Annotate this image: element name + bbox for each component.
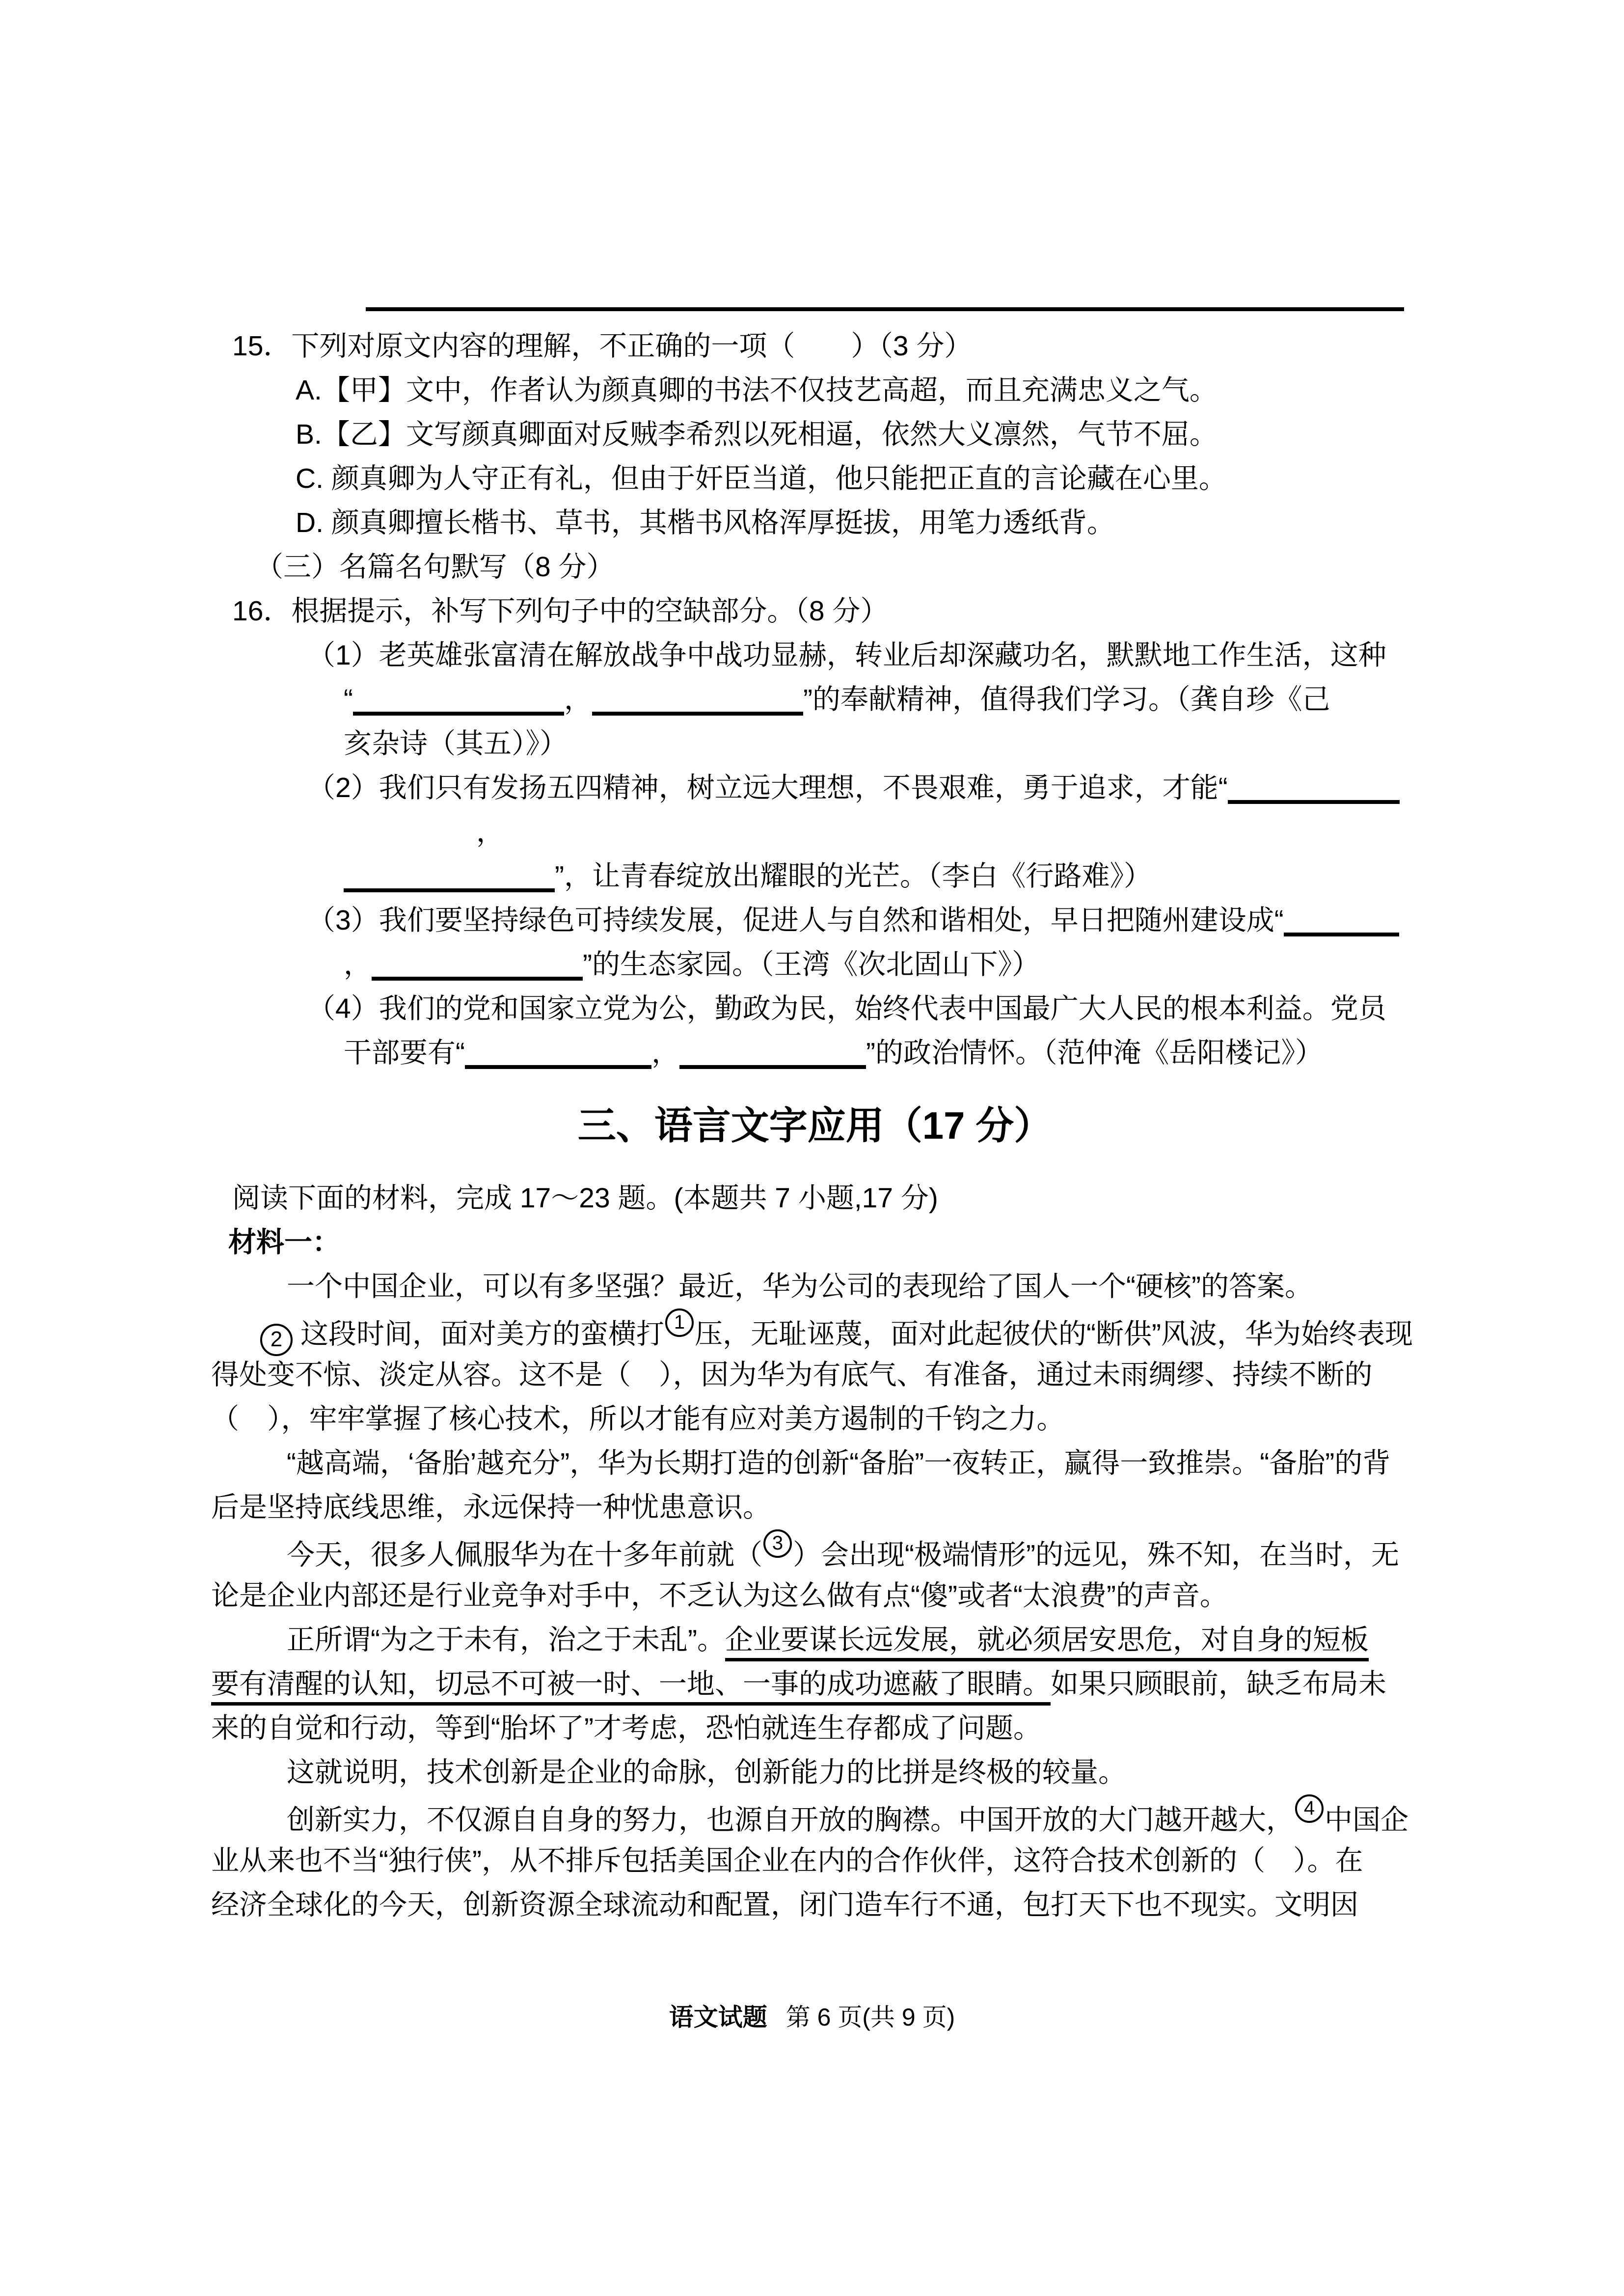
question-15-option-b	[296, 412, 1419, 456]
paragraph-text: 这段时间，面对美方的蛮横打	[300, 1318, 664, 1350]
page-content	[211, 324, 1419, 1927]
paragraph-text: 中国企	[1325, 1804, 1408, 1836]
q16-item4-line1-text: （4）我们的党和国家立党为公，勤政为民，始终代表中国最广大人民的根本利益。党员	[307, 993, 1386, 1024]
q16-item3-line2-text: ”的生态家园。（王湾《次北固山下》）	[583, 949, 1040, 980]
circled-4-marker: 4	[1295, 1794, 1324, 1823]
underlined-sentence-part: 要有清醒的认知，切忌不可被一时、一地、一事的成功遮蔽了眼睛。	[211, 1668, 1051, 1700]
answer-blank-underline	[679, 1043, 866, 1069]
paragraph-text: （ ），牢牢掌握了核心技术，所以才能有应对美方遏制的千钧之力。	[211, 1403, 1065, 1435]
reading-instruction-text: 阅读下面的材料，完成 17～23 题。(本题共 7 小题,17 分)	[232, 1182, 938, 1214]
material-paragraph-2-line3	[211, 1397, 1419, 1441]
paragraph-text: 论是企业内部还是行业竞争对手中，不乏认为这么做有点“傻”或者“太浪费”的声音。	[211, 1580, 1228, 1611]
material-paragraph-1	[287, 1264, 1419, 1308]
question-15-option-a	[296, 368, 1419, 412]
q16-item3-line1-text: （3）我们要坚持绿色可持续发展，促进人与自然和谐相处，早日把随州建设成“	[307, 905, 1284, 936]
material-paragraph-7-line1	[287, 1794, 1419, 1839]
paragraph-text: 得处变不惊、淡定从容。这不是（ ），因为华为有底气、有准备，通过未雨绸缪、持续不断的	[211, 1359, 1373, 1390]
option-b-text: B.【乙】文写颜真卿面对反贼李希烈以死相逼，依然大义凛然，气节不屈。	[296, 419, 1218, 450]
q16-item1-line3	[344, 721, 1419, 766]
page-footer	[0, 1995, 1624, 2039]
answer-blank-underline	[344, 867, 555, 892]
material-paragraph-6	[287, 1750, 1419, 1794]
q16-item3-line1	[307, 898, 1419, 942]
material-paragraph-7-line3	[211, 1883, 1419, 1927]
material-paragraph-5-line1	[287, 1618, 1419, 1662]
material-paragraph-2-line2	[211, 1353, 1419, 1397]
paragraph-text: 如果只顾眼前，缺乏布局未	[1051, 1668, 1386, 1700]
answer-blank-underline	[1284, 911, 1399, 936]
question-15-option-c	[296, 456, 1419, 501]
paragraph-text: 今天，很多人佩服华为在十多年前就（	[287, 1539, 762, 1571]
question-16-stem-text: 16．根据提示，补写下列句子中的空缺部分。（8 分）	[232, 595, 889, 627]
material-paragraph-3-line2	[211, 1485, 1419, 1529]
footer-page-number: 第 6 页(共 9 页)	[785, 2003, 955, 2031]
q16-item2-line2	[476, 810, 1419, 854]
q16-item1-line2	[344, 677, 1419, 721]
footer-exam-title: 语文试题	[669, 2003, 767, 2031]
q16-item2-line1-text: （2）我们只有发扬五四精神，树立远大理想，不畏艰难，勇于追求，才能“	[307, 772, 1228, 803]
option-a-text: A.【甲】文中，作者认为颜真卿的书法不仅技艺高超，而且充满忠义之气。	[296, 374, 1218, 406]
comma: ，	[651, 1037, 679, 1068]
paragraph-text: 压，无耻诬蔑，面对此起彼伏的“断供”风波，华为始终表现	[695, 1318, 1413, 1350]
q16-item1-line1	[307, 633, 1419, 677]
q16-item4-line2-head: 干部要有“	[344, 1037, 465, 1068]
circled-3-marker: 3	[763, 1529, 792, 1558]
q16-item4-line2-tail: ”的政治情怀。（范仲淹《岳阳楼记》）	[866, 1037, 1323, 1068]
question-15-stem	[232, 324, 1419, 368]
section-heading	[211, 1075, 1419, 1176]
q16-item1-line3-text: 亥杂诗（其五）》）	[344, 728, 568, 759]
option-d-text: D. 颜真卿擅长楷书、草书，其楷书风格浑厚挺拔，用笔力透纸背。	[296, 507, 1115, 538]
circled-1-marker: 1	[665, 1308, 694, 1337]
comma: ，	[564, 684, 592, 715]
q16-item2-line3	[344, 854, 1419, 898]
option-c-text: C. 颜真卿为人守正有礼，但由于奸臣当道，他只能把正直的言论藏在心里。	[296, 463, 1227, 494]
q16-item4-line2	[344, 1031, 1419, 1075]
section-3-header-text: （三）名篇名句默写（8 分）	[255, 551, 615, 583]
paragraph-text: 创新实力，不仅源自自身的努力，也源自开放的胸襟。中国开放的大门越开越大，	[287, 1804, 1294, 1836]
paragraph-text: 正所谓“为之于未有，治之于未乱”。	[287, 1624, 725, 1655]
paragraph-text: “越高端，‘备胎’越充分”，华为长期打造的创新“备胎”一夜转正，赢得一致推崇。“备胎”的背	[287, 1447, 1391, 1479]
paragraph-text: 后是坚持底线思维，永远保持一种忧患意识。	[211, 1492, 771, 1523]
q16-item1-line1-text: （1）老英雄张富清在解放战争中战功显赫，转业后却深藏功名，默默地工作生活，这种	[307, 640, 1386, 671]
material-paragraph-4-line2	[211, 1574, 1419, 1618]
paragraph-text: 这就说明，技术创新是企业的命脉，创新能力的比拼是终极的较量。	[287, 1757, 1126, 1788]
material-paragraph-5-line2	[211, 1662, 1419, 1706]
material-label	[228, 1220, 1419, 1264]
material-paragraph-5-line3	[211, 1706, 1419, 1750]
question-16-stem	[232, 589, 1419, 633]
question-15-option-d	[296, 501, 1419, 545]
answer-blank-underline	[1228, 778, 1400, 804]
comma: ，	[344, 949, 372, 980]
answer-blank-underline	[592, 690, 803, 716]
paragraph-text: 一个中国企业，可以有多坚强？最近，华为公司的表现给了国人一个“硬核”的答案。	[287, 1271, 1313, 1302]
q16-item3-line2	[344, 942, 1419, 987]
paragraph-text: 来的自觉和行动，等到“胎坏了”才考虑，恐怕就连生存都成了问题。	[211, 1712, 1041, 1744]
answer-blank-underline	[372, 955, 583, 981]
q16-item1-line2-text: ”的奉献精神，值得我们学习。（龚自珍《己	[803, 684, 1330, 715]
question-15-stem-text: 15．下列对原文内容的理解，不正确的一项（ ）（3 分）	[232, 330, 973, 362]
q16-item2-line1	[307, 766, 1419, 810]
circled-2-marker: 2	[260, 1324, 293, 1356]
underlined-sentence-part: 企业要谋长远发展，就必须居安思危，对自身的短板	[725, 1624, 1369, 1655]
answer-blank-underline	[465, 1043, 651, 1069]
answer-blank-underline	[353, 690, 564, 716]
q16-item2-line3-text: ”，让青春绽放出耀眼的光芒。（李白《行路难》）	[555, 860, 1152, 892]
reading-instruction	[232, 1176, 1419, 1220]
comma: ，	[476, 816, 504, 848]
material-label-text: 材料一：	[228, 1227, 340, 1258]
q16-item4-line1	[307, 987, 1419, 1031]
open-quote: “	[344, 684, 353, 715]
paragraph-text: ）会出现“极端情形”的远见，殊不知，在当时，无	[793, 1539, 1399, 1571]
paragraph-text: 经济全球化的今天，创新资源全球流动和配置，闭门造车行不通，包打天下也不现实。文明因	[211, 1889, 1358, 1921]
material-paragraph-4-line1	[287, 1529, 1419, 1574]
section-heading-text: 三、语言文字应用（17 分）	[577, 1104, 1053, 1147]
material-paragraph-2-line1	[260, 1308, 1419, 1353]
paragraph-text: 业从来也不当“独行侠”，从不排斥包括美国企业在内的合作伙伴，这符合技术创新的（ ）。在	[211, 1845, 1363, 1876]
top-divider-rule	[366, 307, 1404, 311]
material-paragraph-3-line1	[287, 1441, 1419, 1485]
section-3-header	[255, 545, 1419, 589]
material-paragraph-7-line2	[211, 1839, 1419, 1883]
